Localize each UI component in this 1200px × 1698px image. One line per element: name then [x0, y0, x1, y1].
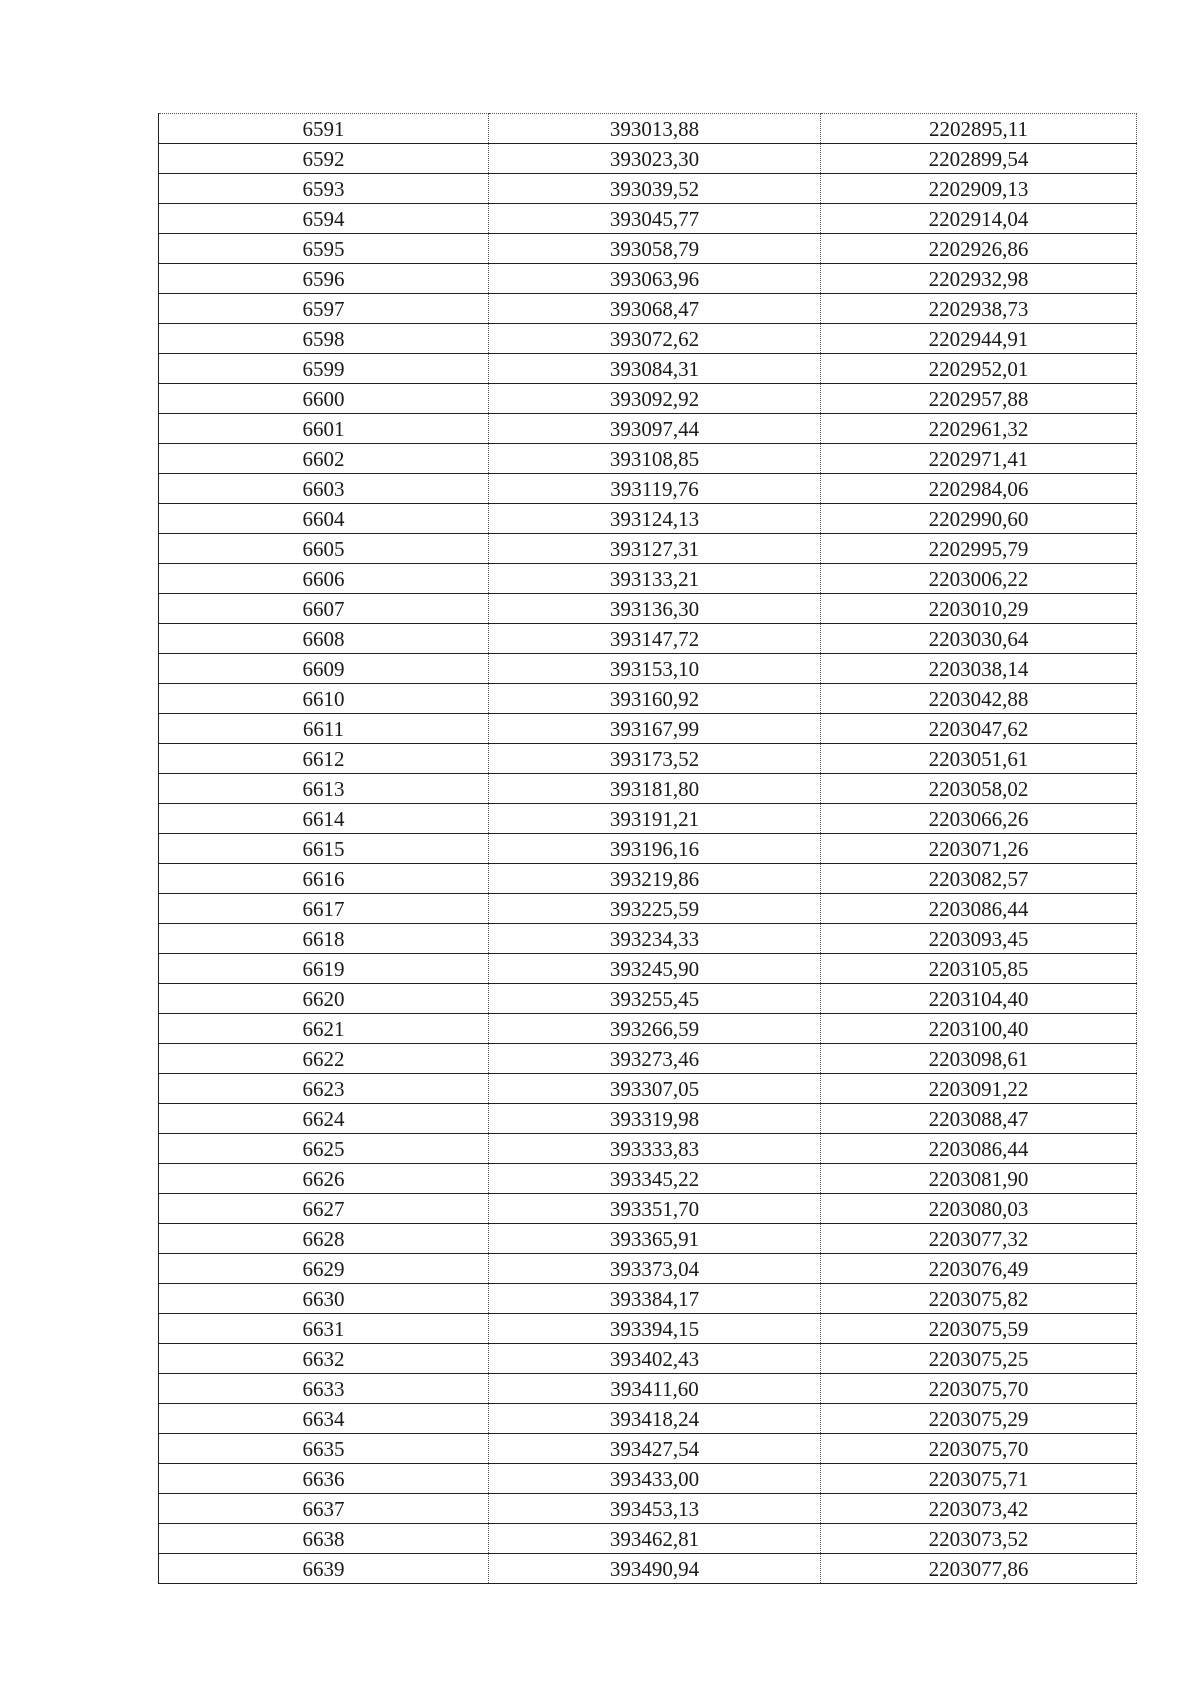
point-number-cell: 6615	[159, 834, 489, 864]
y-coordinate-cell: 2202971,41	[821, 444, 1137, 474]
y-coordinate-cell: 2203077,32	[821, 1224, 1137, 1254]
table-row	[159, 1254, 1137, 1284]
table-row	[159, 564, 1137, 594]
table-row	[159, 1074, 1137, 1104]
y-coordinate-cell: 2203058,02	[821, 774, 1137, 804]
x-coordinate-cell: 393384,17	[489, 1284, 821, 1314]
point-number-cell: 6627	[159, 1194, 489, 1224]
x-coordinate-cell: 393124,13	[489, 504, 821, 534]
x-coordinate-cell: 393333,83	[489, 1134, 821, 1164]
point-number-cell: 6608	[159, 624, 489, 654]
y-coordinate-cell: 2202984,06	[821, 474, 1137, 504]
point-number-cell: 6598	[159, 324, 489, 354]
x-coordinate-cell: 393418,24	[489, 1404, 821, 1434]
y-coordinate-cell: 2202995,79	[821, 534, 1137, 564]
y-coordinate-cell: 2203051,61	[821, 744, 1137, 774]
y-coordinate-cell: 2202914,04	[821, 204, 1137, 234]
table-row	[159, 684, 1137, 714]
x-coordinate-cell: 393133,21	[489, 564, 821, 594]
table-row	[159, 414, 1137, 444]
point-number-cell: 6626	[159, 1164, 489, 1194]
table-row	[159, 1014, 1137, 1044]
y-coordinate-cell: 2203105,85	[821, 954, 1137, 984]
point-number-cell: 6634	[159, 1404, 489, 1434]
table-row	[159, 1404, 1137, 1434]
table-row	[159, 1194, 1137, 1224]
x-coordinate-cell: 393127,31	[489, 534, 821, 564]
point-number-cell: 6611	[159, 714, 489, 744]
table-row	[159, 774, 1137, 804]
y-coordinate-cell: 2203091,22	[821, 1074, 1137, 1104]
point-number-cell: 6610	[159, 684, 489, 714]
x-coordinate-cell: 393136,30	[489, 594, 821, 624]
x-coordinate-cell: 393402,43	[489, 1344, 821, 1374]
x-coordinate-cell: 393462,81	[489, 1524, 821, 1554]
x-coordinate-cell: 393153,10	[489, 654, 821, 684]
point-number-cell: 6597	[159, 294, 489, 324]
y-coordinate-cell: 2203104,40	[821, 984, 1137, 1014]
y-coordinate-cell: 2203098,61	[821, 1044, 1137, 1074]
x-coordinate-cell: 393058,79	[489, 234, 821, 264]
x-coordinate-cell: 393108,85	[489, 444, 821, 474]
x-coordinate-cell: 393068,47	[489, 294, 821, 324]
y-coordinate-cell: 2203088,47	[821, 1104, 1137, 1134]
point-number-cell: 6637	[159, 1494, 489, 1524]
point-number-cell: 6605	[159, 534, 489, 564]
x-coordinate-cell: 393307,05	[489, 1074, 821, 1104]
x-coordinate-cell: 393119,76	[489, 474, 821, 504]
x-coordinate-cell: 393490,94	[489, 1554, 821, 1584]
x-coordinate-cell: 393167,99	[489, 714, 821, 744]
table-row	[159, 384, 1137, 414]
table-row	[159, 1044, 1137, 1074]
table-row	[159, 1314, 1137, 1344]
x-coordinate-cell: 393245,90	[489, 954, 821, 984]
table-row	[159, 474, 1137, 504]
y-coordinate-cell: 2203075,70	[821, 1434, 1137, 1464]
table-row	[159, 324, 1137, 354]
x-coordinate-cell: 393351,70	[489, 1194, 821, 1224]
x-coordinate-cell: 393039,52	[489, 174, 821, 204]
table-row	[159, 534, 1137, 564]
point-number-cell: 6614	[159, 804, 489, 834]
x-coordinate-cell: 393181,80	[489, 774, 821, 804]
x-coordinate-cell: 393427,54	[489, 1434, 821, 1464]
x-coordinate-cell: 393365,91	[489, 1224, 821, 1254]
table-row	[159, 504, 1137, 534]
x-coordinate-cell: 393234,33	[489, 924, 821, 954]
table-row	[159, 624, 1137, 654]
point-number-cell: 6602	[159, 444, 489, 474]
table-row	[159, 1554, 1137, 1584]
y-coordinate-cell: 2202944,91	[821, 324, 1137, 354]
x-coordinate-cell: 393319,98	[489, 1104, 821, 1134]
y-coordinate-cell: 2203006,22	[821, 564, 1137, 594]
point-number-cell: 6613	[159, 774, 489, 804]
y-coordinate-cell: 2203073,52	[821, 1524, 1137, 1554]
point-number-cell: 6620	[159, 984, 489, 1014]
y-coordinate-cell: 2202938,73	[821, 294, 1137, 324]
table-row	[159, 864, 1137, 894]
x-coordinate-cell: 393092,92	[489, 384, 821, 414]
x-coordinate-cell: 393023,30	[489, 144, 821, 174]
point-number-cell: 6629	[159, 1254, 489, 1284]
y-coordinate-cell: 2202909,13	[821, 174, 1137, 204]
table-row	[159, 174, 1137, 204]
y-coordinate-cell: 2203082,57	[821, 864, 1137, 894]
point-number-cell: 6609	[159, 654, 489, 684]
y-coordinate-cell: 2203075,25	[821, 1344, 1137, 1374]
y-coordinate-cell: 2203086,44	[821, 1134, 1137, 1164]
point-number-cell: 6636	[159, 1464, 489, 1494]
point-number-cell: 6625	[159, 1134, 489, 1164]
table-row	[159, 114, 1137, 144]
y-coordinate-cell: 2203047,62	[821, 714, 1137, 744]
point-number-cell: 6593	[159, 174, 489, 204]
point-number-cell: 6632	[159, 1344, 489, 1374]
x-coordinate-cell: 393255,45	[489, 984, 821, 1014]
table-row	[159, 1524, 1137, 1554]
y-coordinate-cell: 2202952,01	[821, 354, 1137, 384]
x-coordinate-cell: 393147,72	[489, 624, 821, 654]
table-row	[159, 594, 1137, 624]
y-coordinate-cell: 2203075,82	[821, 1284, 1137, 1314]
table-row	[159, 1464, 1137, 1494]
y-coordinate-cell: 2202899,54	[821, 144, 1137, 174]
point-number-cell: 6639	[159, 1554, 489, 1584]
y-coordinate-cell: 2203030,64	[821, 624, 1137, 654]
x-coordinate-cell: 393173,52	[489, 744, 821, 774]
point-number-cell: 6638	[159, 1524, 489, 1554]
point-number-cell: 6596	[159, 264, 489, 294]
table-row	[159, 144, 1137, 174]
y-coordinate-cell: 2203042,88	[821, 684, 1137, 714]
table-row	[159, 294, 1137, 324]
point-number-cell: 6601	[159, 414, 489, 444]
x-coordinate-cell: 393097,44	[489, 414, 821, 444]
y-coordinate-cell: 2203066,26	[821, 804, 1137, 834]
y-coordinate-cell: 2202926,86	[821, 234, 1137, 264]
table-row	[159, 1164, 1137, 1194]
y-coordinate-cell: 2203077,86	[821, 1554, 1137, 1584]
x-coordinate-cell: 393453,13	[489, 1494, 821, 1524]
y-coordinate-cell: 2203081,90	[821, 1164, 1137, 1194]
x-coordinate-cell: 393394,15	[489, 1314, 821, 1344]
point-number-cell: 6631	[159, 1314, 489, 1344]
table-row	[159, 1284, 1137, 1314]
point-number-cell: 6622	[159, 1044, 489, 1074]
x-coordinate-cell: 393196,16	[489, 834, 821, 864]
table-row	[159, 654, 1137, 684]
table-row	[159, 714, 1137, 744]
point-number-cell: 6606	[159, 564, 489, 594]
x-coordinate-cell: 393013,88	[489, 114, 821, 144]
point-number-cell: 6616	[159, 864, 489, 894]
table-row	[159, 744, 1137, 774]
point-number-cell: 6612	[159, 744, 489, 774]
point-number-cell: 6617	[159, 894, 489, 924]
point-number-cell: 6624	[159, 1104, 489, 1134]
x-coordinate-cell: 393266,59	[489, 1014, 821, 1044]
point-number-cell: 6633	[159, 1374, 489, 1404]
x-coordinate-cell: 393084,31	[489, 354, 821, 384]
x-coordinate-cell: 393219,86	[489, 864, 821, 894]
x-coordinate-cell: 393345,22	[489, 1164, 821, 1194]
point-number-cell: 6630	[159, 1284, 489, 1314]
y-coordinate-cell: 2202957,88	[821, 384, 1137, 414]
table-row	[159, 264, 1137, 294]
coordinate-table-body	[159, 114, 1137, 1584]
table-row	[159, 354, 1137, 384]
table-row	[159, 1434, 1137, 1464]
y-coordinate-cell: 2202932,98	[821, 264, 1137, 294]
x-coordinate-cell: 393072,62	[489, 324, 821, 354]
point-number-cell: 6607	[159, 594, 489, 624]
x-coordinate-cell: 393225,59	[489, 894, 821, 924]
point-number-cell: 6635	[159, 1434, 489, 1464]
y-coordinate-cell: 2202990,60	[821, 504, 1137, 534]
table-row	[159, 924, 1137, 954]
point-number-cell: 6618	[159, 924, 489, 954]
table-row	[159, 834, 1137, 864]
x-coordinate-cell: 393273,46	[489, 1044, 821, 1074]
y-coordinate-cell: 2203038,14	[821, 654, 1137, 684]
y-coordinate-cell: 2203073,42	[821, 1494, 1137, 1524]
x-coordinate-cell: 393191,21	[489, 804, 821, 834]
y-coordinate-cell: 2203080,03	[821, 1194, 1137, 1224]
point-number-cell: 6628	[159, 1224, 489, 1254]
table-row	[159, 1134, 1137, 1164]
point-number-cell: 6591	[159, 114, 489, 144]
y-coordinate-cell: 2202895,11	[821, 114, 1137, 144]
point-number-cell: 6595	[159, 234, 489, 264]
point-number-cell: 6599	[159, 354, 489, 384]
y-coordinate-cell: 2202961,32	[821, 414, 1137, 444]
point-number-cell: 6623	[159, 1074, 489, 1104]
table-row	[159, 1494, 1137, 1524]
y-coordinate-cell: 2203075,71	[821, 1464, 1137, 1494]
table-row	[159, 804, 1137, 834]
point-number-cell: 6619	[159, 954, 489, 984]
table-row	[159, 1104, 1137, 1134]
y-coordinate-cell: 2203093,45	[821, 924, 1137, 954]
table-row	[159, 234, 1137, 264]
y-coordinate-cell: 2203075,70	[821, 1374, 1137, 1404]
y-coordinate-cell: 2203071,26	[821, 834, 1137, 864]
table-row	[159, 1224, 1137, 1254]
x-coordinate-cell: 393373,04	[489, 1254, 821, 1284]
table-row	[159, 1374, 1137, 1404]
x-coordinate-cell: 393045,77	[489, 204, 821, 234]
point-number-cell: 6594	[159, 204, 489, 234]
point-number-cell: 6592	[159, 144, 489, 174]
table-row	[159, 984, 1137, 1014]
y-coordinate-cell: 2203075,29	[821, 1404, 1137, 1434]
x-coordinate-cell: 393433,00	[489, 1464, 821, 1494]
table-row	[159, 204, 1137, 234]
y-coordinate-cell: 2203075,59	[821, 1314, 1137, 1344]
y-coordinate-cell: 2203010,29	[821, 594, 1137, 624]
table-row	[159, 444, 1137, 474]
y-coordinate-cell: 2203100,40	[821, 1014, 1137, 1044]
table-row	[159, 954, 1137, 984]
x-coordinate-cell: 393160,92	[489, 684, 821, 714]
x-coordinate-cell: 393063,96	[489, 264, 821, 294]
point-number-cell: 6603	[159, 474, 489, 504]
point-number-cell: 6600	[159, 384, 489, 414]
table-row	[159, 1344, 1137, 1374]
coordinate-table	[158, 113, 1137, 1584]
point-number-cell: 6621	[159, 1014, 489, 1044]
y-coordinate-cell: 2203076,49	[821, 1254, 1137, 1284]
x-coordinate-cell: 393411,60	[489, 1374, 821, 1404]
point-number-cell: 6604	[159, 504, 489, 534]
table-row	[159, 894, 1137, 924]
y-coordinate-cell: 2203086,44	[821, 894, 1137, 924]
